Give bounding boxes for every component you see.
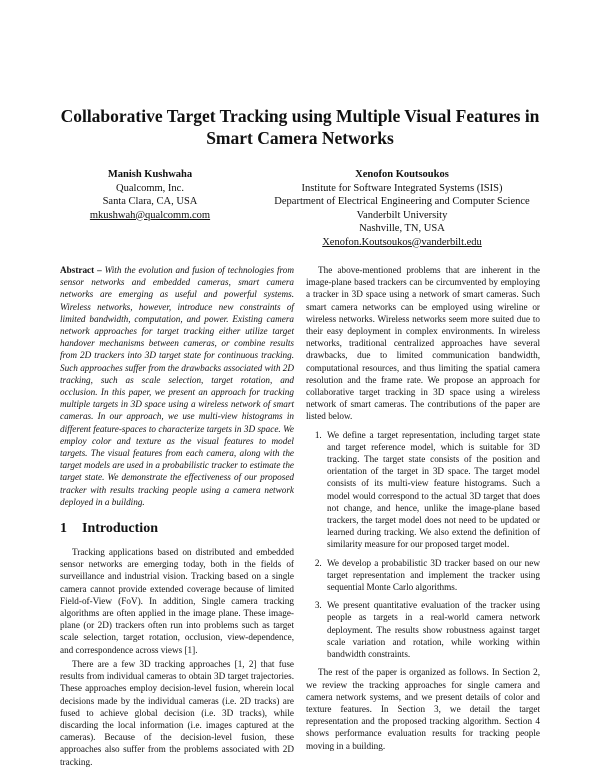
list-item: 3. We present quantitative evaluation of the tracker using people as targets in a real-world camera network deployment. The results show robustness against target scale variation and rotation, while working within bandwidth constraints. xyxy=(324,599,540,660)
section-title: Introduction xyxy=(82,521,158,537)
paragraph: The above-mentioned problems that are inherent in the image-plane based trackers can be circumvented by employing a tracker in 3D space using a network of smart cameras. Such smart camera networks can be employed using wireline or wireless networks. Wireless networks seem more suited due to their easy deployment in complex environments. In wireless networks, traditional centralized approaches have several drawbacks, due to limited communication bandwidth, computational resources, and thus limiting the spatial camera resolution and the frame rate. We propose an approach for collaborative target tracking in 3D space using a wireless network of smart cameras. The contributions of the paper are listed below. xyxy=(306,265,540,422)
author-block-2 xyxy=(222,168,582,249)
paragraph: There are a few 3D tracking approaches [1, 2] that fuse results from individual cameras to obtain 3D target trajectories. These approaches employ decision-level fusion, wherein local decisions made by the individual cameras (i.e. 2D tracks) are fused to achieve global decision (i.e. 3D tracks), while discarding the local information (i.e. images captured at the cameras). Because of the decision-level fusion, these approaches also suffer from the problems associated with 2D tracking. xyxy=(60,658,294,767)
section-heading xyxy=(60,521,294,537)
abstract xyxy=(60,264,294,508)
author-location: Nashville, TN, USA xyxy=(359,223,445,234)
paper-title: Collaborative Target Tracking using Multiple Visual Features in Smart Camera Networks xyxy=(60,106,540,148)
author-affiliation: Qualcomm, Inc. xyxy=(116,182,184,194)
abstract-label: Abstract – xyxy=(60,265,102,275)
author-name: Manish Kushwaha xyxy=(107,169,193,180)
section-number: 1 xyxy=(60,521,67,537)
paragraph: The rest of the paper is organized as follows. In Section 2, we review the tracking approaches for single camera and camera network systems, and we present details of color and texture features. In Section 3, we detail the target representation and the proposed tracking algorithm. Section 4 shows performance evaluation results for tracking people moving in a building. xyxy=(306,667,540,751)
author-department: Department of Electrical Engineering and Computer Science xyxy=(274,196,530,207)
contributions-list xyxy=(306,429,540,661)
list-item: 1. We define a target representation, including target state and target reference model, which is suitable for 3D tracking. The target state consists of the position and orientation of the target in 3D space. The target model consists of its multi-view feature histograms. Such a model would correspond to the actual 3D target that does not change, and hence, unlike the image-plane based trackers, the target model does not need to be updated or learned during tracking. We also extend the definition of similarity measure for our proposed target model. xyxy=(324,429,540,551)
list-item: 2. We develop a probabilistic 3D tracker based on our new target representation and implement the tracker using sequential Monte Carlo algorithms. xyxy=(324,557,540,594)
author-university: Vanderbilt University xyxy=(356,209,448,221)
author-location: Santa Clara, CA, USA xyxy=(102,196,198,207)
left-column xyxy=(60,264,294,770)
author-affiliation: Institute for Software Integrated Systems (ISIS) xyxy=(301,182,503,194)
right-column xyxy=(306,264,540,754)
author-name: Xenofon Koutsoukos xyxy=(355,169,449,180)
author-block-1 xyxy=(60,168,240,222)
paragraph: Tracking applications based on distributed and embedded sensor networks are emerging today, both in the fields of surveillance and industrial vision. Tracking based on a single camera cannot provide extended coverage because of limited Field-of-View (FoV). In addition, Single camera tracking algorithms are often applied in the image plane. These image-plane (or 2D) trackers often run into problems such as target scale selection, target rotation, occlusion, view-dependence, and correspondence across views [1]. xyxy=(60,547,294,655)
author-email[interactable]: mkushwah@qualcomm.com xyxy=(89,209,211,221)
abstract-text: With the evolution and fusion of technologies from sensor networks and embedded cameras, smart camera networks are emerging as useful and powerful systems. Wireless networks, however, introduce new constraints of limited bandwidth, computation, and power. Existing camera network approaches for target tracking either utilize target handover mechanisms between cameras, or combine results from 2D trackers into 3D target state for continuous tracking. Such approaches suffer from the drawbacks associated with 2D tracking, such as scale selection, target rotation, and occlusion. In this paper, we present an approach for tracking multiple targets in 3D space using a wireless network of smart cameras. In our approach, we use multi-view histograms in different feature-spaces to characterize targets in 3D space. We employ color and texture as the visual features to model targets. The visual features from each camera, along with the target models are used in a probabilistic tracker to estimate the target state. We demonstrate the effectiveness of our proposed tracker with results tracking people using a camera network deployed in a building. xyxy=(60,265,294,507)
author-email[interactable]: Xenofon.Koutsoukos@vanderbilt.edu xyxy=(322,236,482,248)
